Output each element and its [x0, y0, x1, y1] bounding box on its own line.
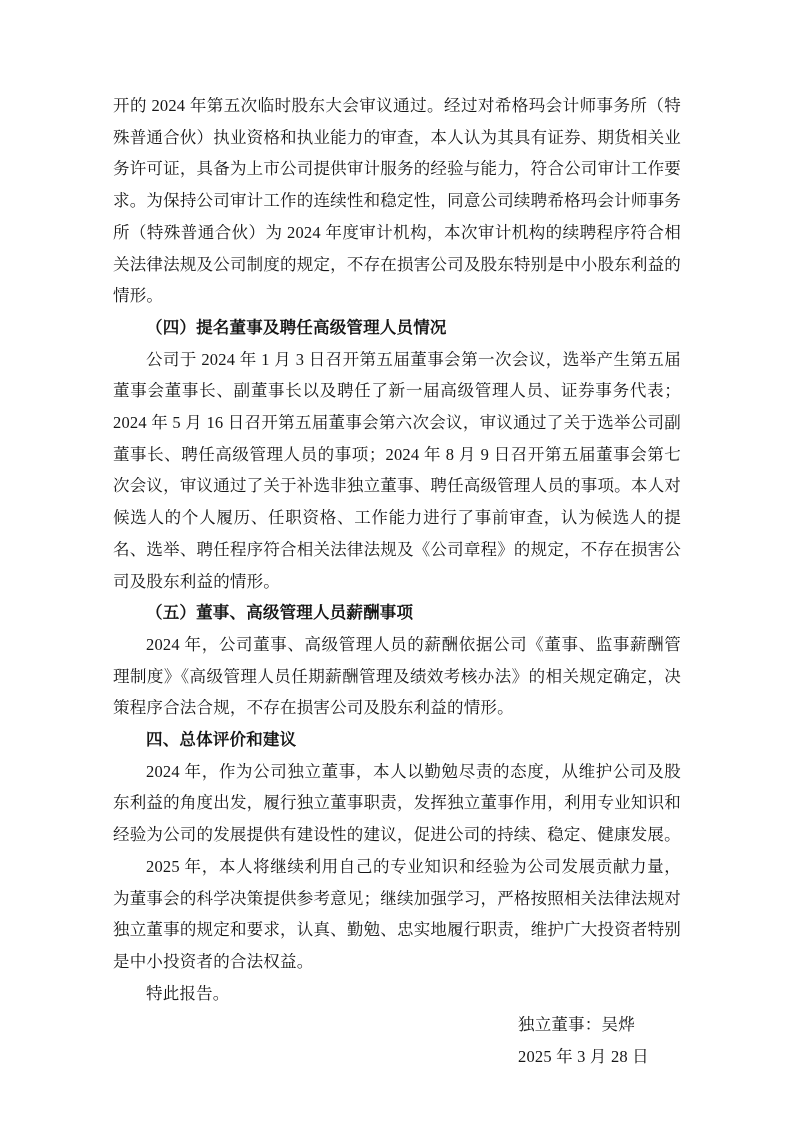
paragraph-2025-outlook: 2025 年，本人将继续利用自己的专业知识和经验为公司发展贡献力量，为董事会的科学决策提供参考意见；继续加强学习，严格按照相关法律法规对独立董事的规定和要求，认真、勤勉、忠实地履行职责，维护广大投资者特别是中小投资者的合法权益。 [113, 856, 681, 971]
document-body [113, 90, 681, 1073]
paragraph-report-closing: 特此报告。 [146, 983, 230, 1003]
paragraph-2024-evaluation: 2024 年，作为公司独立董事，本人以勤勉尽责的态度，从维护公司及股东利益的角度出发，履行独立董事职责，发挥独立董事作用，利用专业知识和经验为公司的发展提供有建设性的建议，促进公司的持续、稳定、健康发展。 [113, 761, 681, 845]
section-heading-nomination-appointment: （四）提名董事及聘任高级管理人员情况 [146, 317, 447, 337]
signature-name-line: 独立董事：吴烨 [518, 1015, 635, 1035]
paragraph-audit-institution-continuation: 开的 2024 年第五次临时股东大会审议通过。经过对希格玛会计师事务所（特殊普通合伙）执业资格和执业能力的审查，本人认为其具有证券、期货相关业务许可证，具备为上市公司提供审计服务的经验与能力，符合公司审计工作要求。为保持公司审计工作的连续性和稳定性，同意公司续聘希格玛会计师事务所（特殊普通合伙）为 2024 年度审计机构，本次审计机构的续聘程序符合相关法律法规及公司制度的规定，不存在损害公司及股东特别是中小股东利益的情形。 [113, 96, 681, 306]
signature-block [518, 1009, 681, 1072]
paragraph-board-meetings-elections: 公司于 2024 年 1 月 3 日召开第五届董事会第一次会议，选举产生第五届董事会董事长、副董事长以及聘任了新一届高级管理人员、证券事务代表；2024 年 5 月 16 日召开第五届董事会第六次会议，审议通过了关于选举公司副董事长、聘任高级管理人员的事项；2024 年 8 月 9 日召开第五届董事会第七次会议，审议通过了关于补选非独立董事、聘任高级管理人员的事项。本人对候选人的个人履历、任职资格、工作能力进行了事前审查，认为候选人的提名、选举、聘任程序符合相关法律法规及《公司章程》的规定，不存在损害公司及股东利益的情形。 [113, 349, 681, 591]
paragraph-remuneration-details: 2024 年，公司董事、高级管理人员的薪酬依据公司《董事、监事薪酬管理制度》《高级管理人员任期薪酬管理及绩效考核办法》的相关规定确定，决策程序合法合规，不存在损害公司及股东利益的情形。 [113, 634, 681, 718]
section-heading-overall-evaluation: 四、总体评价和建议 [146, 730, 297, 750]
section-heading-remuneration: （五）董事、高级管理人员薪酬事项 [146, 603, 414, 623]
signature-date-line: 2025 年 3 月 28 日 [518, 1047, 649, 1067]
